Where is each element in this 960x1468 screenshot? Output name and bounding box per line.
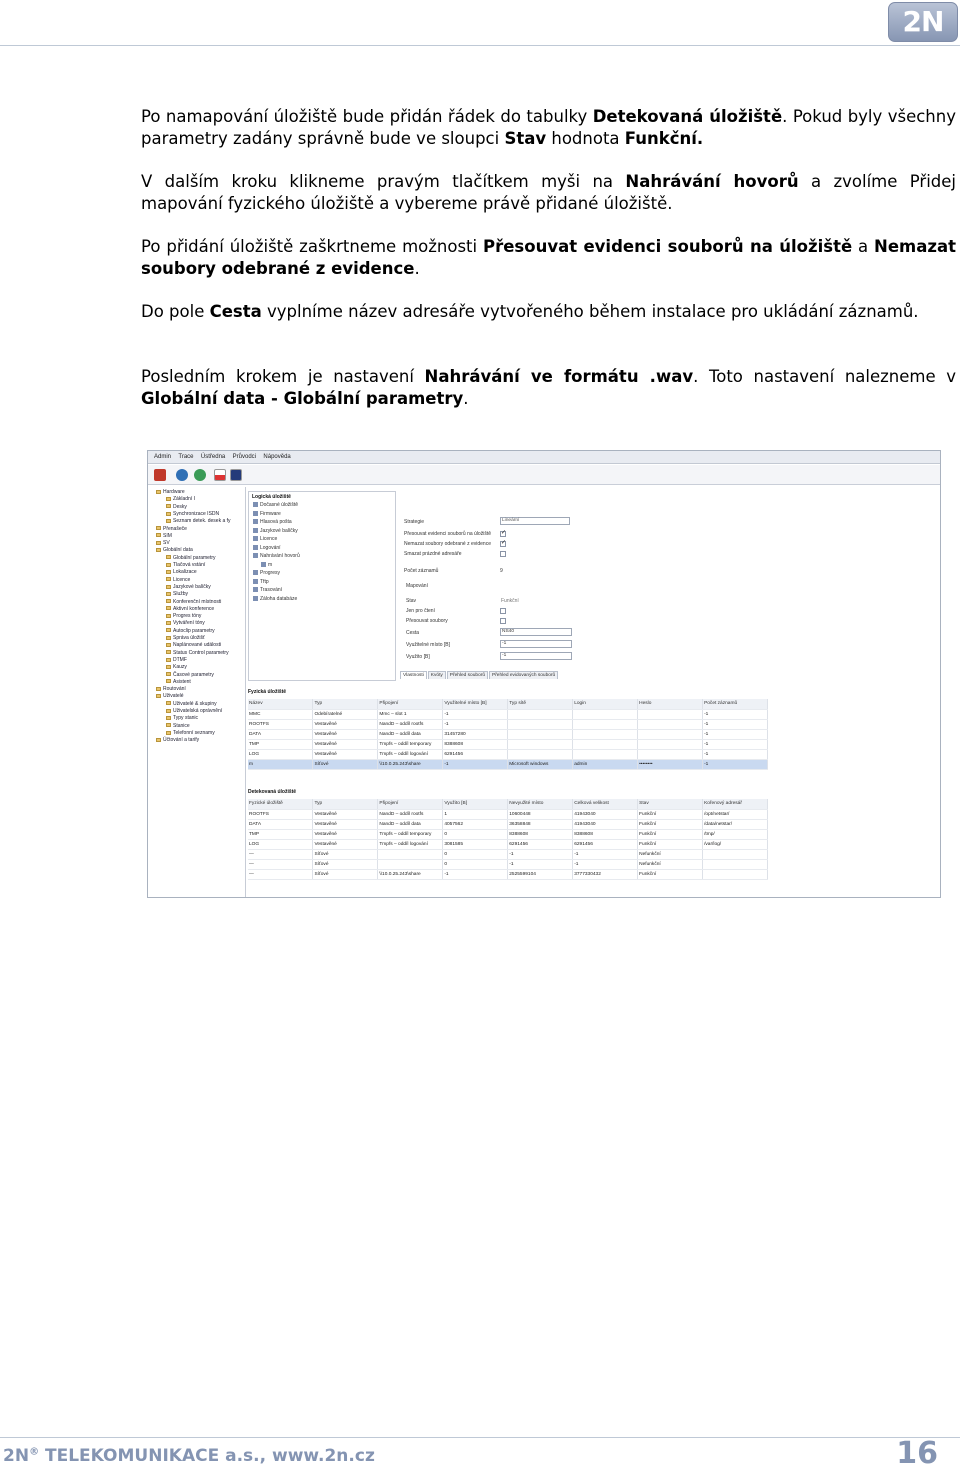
storage-item[interactable]: Dočasné úložiště: [253, 502, 298, 508]
table-cell: Funkční: [638, 819, 703, 829]
table-cell: 6291456: [508, 839, 573, 849]
table-cell: Nefunkční: [638, 849, 703, 859]
tree-item[interactable]: Stanice: [166, 723, 190, 729]
menu-trace[interactable]: Trace: [178, 454, 194, 460]
table-cell: Tmpfs – oddíl logování: [378, 839, 443, 849]
vyuzite-misto-input[interactable]: -1: [500, 640, 572, 648]
table-cell: -1: [573, 849, 638, 859]
storage-item[interactable]: Tftp: [253, 579, 269, 585]
table-cell: -1: [443, 719, 508, 729]
tab-prehled-evidovanych[interactable]: Přehled evidovaných souborů: [489, 671, 558, 679]
storage-icon: [253, 528, 258, 533]
footer-divider: [0, 1437, 960, 1438]
tree-item[interactable]: Lokalizace: [166, 569, 197, 575]
tree-item[interactable]: Asistent: [166, 679, 191, 685]
table-cell: ROOTFS: [248, 809, 313, 819]
storage-icon: [261, 562, 266, 567]
table-cell: Vestavěné: [313, 729, 378, 739]
stav-value: Funkční: [501, 598, 519, 604]
tree-item[interactable]: Synchronizace ISDN: [166, 511, 219, 517]
folder-icon: [166, 643, 171, 647]
tree-item[interactable]: Routování: [156, 686, 186, 692]
smazat-label: Smazat prázdné adresáře: [404, 551, 462, 557]
table-header-row: [248, 699, 768, 709]
table-cell: 8388608: [573, 829, 638, 839]
table-cell: Síťové: [313, 859, 378, 869]
table-cell: NandD – oddíl data: [378, 819, 443, 829]
vyuzito-label: Využito [B]: [406, 654, 430, 660]
table-cell: —: [248, 859, 313, 869]
table-cell: /data/netstar/: [703, 819, 768, 829]
folder-icon: [166, 665, 171, 669]
folder-icon: [166, 577, 171, 581]
table-cell: DATA: [248, 819, 313, 829]
folder-icon: [156, 541, 161, 545]
tree-divider: [245, 487, 246, 897]
column-header[interactable]: Připojení: [378, 699, 443, 709]
paragraph-2: V dalším kroku klikneme pravým tlačítkem myši na Nahrávání hovorů a zvolíme Přidej mapování fyzického úložiště a vybereme právě přidané úložiště.: [141, 172, 956, 213]
tree-item[interactable]: Desky: [166, 504, 187, 510]
column-header[interactable]: Kořenový adresář: [703, 799, 768, 809]
tree-item[interactable]: Základní I: [166, 496, 195, 502]
table-cell: 1: [443, 809, 508, 819]
tree-item[interactable]: Uživatelé: [156, 693, 184, 699]
table-cell: [508, 729, 573, 739]
table-cell: [508, 709, 573, 719]
column-header[interactable]: Připojení: [378, 799, 443, 809]
table-cell: LOG: [248, 749, 313, 759]
folder-icon: [166, 606, 171, 610]
table-cell: Odebíratelné: [313, 709, 378, 719]
table-cell: 8388608: [443, 739, 508, 749]
column-header[interactable]: Typ: [313, 699, 378, 709]
table-cell: —: [248, 869, 313, 879]
tree-item[interactable]: Licence: [166, 577, 190, 583]
table-cell: /var/log/: [703, 839, 768, 849]
logical-storage-title: Logická úložiště: [252, 494, 291, 500]
table-cell: [378, 859, 443, 869]
table-cell: Síťové: [313, 849, 378, 859]
folder-icon: [156, 533, 161, 537]
table-cell: Funkční: [638, 829, 703, 839]
physical-storage-table: [248, 699, 768, 770]
tree-item[interactable]: Přenašeče: [156, 526, 187, 532]
table-cell: Tmpfs – oddíl temporary: [378, 739, 443, 749]
menu-napoveda[interactable]: Nápověda: [263, 454, 291, 460]
table-cell: [378, 849, 443, 859]
folder-icon: [166, 731, 171, 735]
company-logo: 2N: [888, 2, 958, 42]
column-header[interactable]: Název: [248, 699, 313, 709]
paragraph-4: Do pole Cesta vyplníme název adresáře vytvořeného během instalace pro ukládání záznamů.: [141, 302, 919, 321]
table-header-row: [248, 799, 768, 809]
folder-icon: [166, 497, 171, 501]
paragraph-5: Posledním krokem je nastavení Nahrávání ve formátu .wav. Toto nastavení nalezneme v Globální data - Globální parametry.: [141, 367, 956, 408]
detected-storage-table: [248, 799, 768, 880]
tree-item[interactable]: Vytváření tóny: [166, 620, 205, 626]
table-cell: /tmp/: [703, 829, 768, 839]
tree-item[interactable]: Status Control parametry: [166, 650, 229, 656]
folder-icon: [156, 548, 161, 552]
storage-icon: [253, 587, 258, 592]
table-cell: 3777330432: [573, 869, 638, 879]
detected-storage-title: Detekovaná úložiště: [248, 789, 297, 795]
table-row[interactable]: [248, 719, 768, 729]
table-cell: 6291456: [443, 749, 508, 759]
navigation-tree: [152, 489, 244, 889]
table-cell: Vestavěné: [313, 819, 378, 829]
storage-icon: [253, 579, 258, 584]
table-cell: 41943040: [573, 819, 638, 829]
table-row[interactable]: [248, 749, 768, 759]
table-row[interactable]: [248, 849, 768, 859]
table-cell: admin: [573, 759, 638, 769]
tree-item[interactable]: DTMF: [166, 657, 187, 663]
table-cell: m: [248, 759, 313, 769]
table-cell: Microsoft windows: [508, 759, 573, 769]
folder-icon: [156, 687, 161, 691]
app-screenshot: [147, 450, 941, 898]
presouvat-soubory-checkbox[interactable]: [500, 618, 506, 624]
table-cell: -1: [443, 759, 508, 769]
storage-icon: [253, 511, 258, 516]
folder-icon: [166, 679, 171, 683]
table-cell: -1: [703, 749, 768, 759]
table-cell: DATA: [248, 729, 313, 739]
storage-icon: [253, 502, 258, 507]
table-cell: Vestavěné: [313, 839, 378, 849]
vyuzito-input[interactable]: -1: [500, 652, 572, 660]
storage-item[interactable]: Firmware: [253, 511, 281, 517]
tree-item[interactable]: Seznam detek. desek a fy: [166, 518, 231, 524]
table-cell: -1: [703, 759, 768, 769]
table-row[interactable]: [248, 829, 768, 839]
table-cell: [573, 739, 638, 749]
nemazat-checkbox[interactable]: [500, 541, 506, 547]
vyuzite-misto-label: Využitelné místo [B]: [406, 642, 450, 648]
table-cell: Funkční: [638, 809, 703, 819]
pocet-label: Počet záznamů: [404, 568, 439, 574]
tree-item[interactable]: Naplánované události: [166, 642, 221, 648]
tree-item[interactable]: Typy stanic: [166, 715, 198, 721]
page-number: 16: [896, 1436, 938, 1468]
storage-item[interactable]: Nahrávání hovorů: [253, 553, 300, 559]
menu-admin[interactable]: Admin: [154, 454, 172, 460]
table-cell: 2525599104: [508, 869, 573, 879]
table-cell: Vestavěné: [313, 749, 378, 759]
table-row[interactable]: [248, 709, 768, 719]
column-header[interactable]: Počet záznamů: [703, 699, 768, 709]
folder-icon: [166, 628, 171, 632]
table-cell: [508, 739, 573, 749]
table-cell: [508, 719, 573, 729]
tree-item[interactable]: Telefonní seznamy: [166, 730, 215, 736]
properties-tabs: [400, 671, 559, 679]
table-row[interactable]: [248, 759, 768, 769]
folder-icon: [166, 614, 171, 618]
table-cell: Funkční: [638, 869, 703, 879]
table-cell: 6291456: [573, 839, 638, 849]
folder-icon: [166, 504, 171, 508]
table-cell: -1: [703, 739, 768, 749]
tab-kvoty[interactable]: Kvóty: [428, 671, 446, 679]
table-cell: Vestavěné: [313, 829, 378, 839]
tree-item[interactable]: Progres tóny: [166, 613, 201, 619]
table-cell: Síťové: [313, 869, 378, 879]
table-cell: 3081585: [443, 839, 508, 849]
table-cell: —: [248, 849, 313, 859]
table-cell: Nefunkční: [638, 859, 703, 869]
tab-prehled-souboru[interactable]: Přehled souborů: [447, 671, 488, 679]
folder-icon: [166, 512, 171, 516]
folder-icon: [166, 650, 171, 654]
table-cell: NandD – oddíl rootfs: [378, 719, 443, 729]
table-cell: \\10.0.25.243\share: [378, 759, 443, 769]
table-cell: -1: [703, 719, 768, 729]
table-cell: Tmpfs – oddíl temporary: [378, 829, 443, 839]
storage-item[interactable]: Jazykové balíčky: [253, 528, 298, 534]
table-cell: [573, 719, 638, 729]
paragraph-1: Po namapování úložiště bude přidán řádek do tabulky Detekovaná úložiště. Pokud byly všechny parametry zadány správně bude ve sloupci Stav hodnota Funkční.: [141, 107, 956, 148]
tree-item[interactable]: Časové parametry: [166, 672, 214, 678]
database-icon[interactable]: [176, 469, 188, 481]
table-row[interactable]: [248, 839, 768, 849]
folder-icon: [166, 592, 171, 596]
menu-pruvodci[interactable]: Průvodci: [232, 454, 257, 460]
tree-item[interactable]: SV: [156, 540, 170, 546]
storage-icon: [253, 519, 258, 524]
folder-icon: [166, 709, 171, 713]
tree-item[interactable]: Uživatelé & skupiny: [166, 701, 217, 707]
tree-item[interactable]: Autoclip parametry: [166, 628, 215, 634]
connect-icon[interactable]: [154, 469, 166, 481]
menu-ustredna[interactable]: Ústředna: [200, 454, 226, 460]
folder-icon: [166, 563, 171, 567]
storage-icon: [253, 553, 258, 558]
physical-storage-title: Fyzická úložiště: [248, 689, 287, 695]
tab-vlastnosti[interactable]: Vlastnosti: [400, 671, 427, 679]
table-cell: [638, 729, 703, 739]
table-cell: -1: [703, 729, 768, 739]
storage-item[interactable]: Progresy: [253, 570, 280, 576]
tree-item[interactable]: SIM: [156, 533, 172, 539]
table-cell: MMC: [248, 709, 313, 719]
column-header[interactable]: Celková velikost: [573, 799, 638, 809]
column-header[interactable]: Typ sítě: [508, 699, 573, 709]
cesta-label: Cesta: [406, 630, 420, 636]
table-cell: [703, 849, 768, 859]
table-cell: 0: [443, 859, 508, 869]
table-cell: TMP: [248, 829, 313, 839]
table-cell: -1: [703, 709, 768, 719]
table-cell: [573, 749, 638, 759]
table-cell: Vestavěné: [313, 809, 378, 819]
presouvat-soubory-label: Přesouvat soubory: [406, 618, 448, 624]
table-row[interactable]: [248, 859, 768, 869]
storage-item[interactable]: Logování: [253, 545, 281, 551]
tree-item[interactable]: Služby: [166, 591, 188, 597]
folder-icon: [156, 738, 161, 742]
table-cell: [573, 709, 638, 719]
jen-cteni-label: Jen pro čtení: [406, 608, 435, 614]
table-cell: Síťové: [313, 759, 378, 769]
column-header[interactable]: Heslo: [638, 699, 703, 709]
table-cell: [638, 719, 703, 729]
table-row[interactable]: [248, 869, 768, 879]
table-cell: 41943040: [573, 809, 638, 819]
folder-icon: [166, 570, 171, 574]
storage-icon: [253, 545, 258, 550]
storage-icon: [253, 570, 258, 575]
table-cell: Funkční: [638, 839, 703, 849]
header-divider: [0, 45, 960, 46]
stav-label: Stav: [406, 598, 417, 604]
column-header[interactable]: Typ: [313, 799, 378, 809]
column-header[interactable]: Využito [B]: [443, 799, 508, 809]
folder-icon: [166, 716, 171, 720]
flag-en-icon[interactable]: [230, 469, 242, 481]
tree-item[interactable]: Globální data: [156, 547, 193, 553]
table-row[interactable]: [248, 819, 768, 829]
table-cell: TMP: [248, 739, 313, 749]
table-cell: \\10.0.25.243\share: [378, 869, 443, 879]
table-cell: [638, 709, 703, 719]
table-cell: 10600448: [508, 809, 573, 819]
footer-company: 2N® TELEKOMUNIKACE a.s., www.2n.cz: [3, 1446, 375, 1466]
table-cell: Tmpfs – oddíl logování: [378, 749, 443, 759]
table-cell: 0: [443, 829, 508, 839]
folder-icon: [166, 723, 171, 727]
column-header[interactable]: Nevyužité místo: [508, 799, 573, 809]
presouvat-label: Přesouvat evidenci souborů na úložiště: [404, 531, 491, 537]
storage-item[interactable]: Hlasová pošta: [253, 519, 292, 525]
folder-icon: [166, 519, 171, 523]
table-cell: /opt/netstar/: [703, 809, 768, 819]
table-cell: [703, 859, 768, 869]
smazat-checkbox[interactable]: [500, 551, 506, 557]
folder-icon: [166, 636, 171, 640]
mapovani-label: Mapování: [406, 583, 428, 589]
tree-item[interactable]: Tlačová vstání: [166, 562, 205, 568]
table-cell: Vestavěné: [313, 739, 378, 749]
nemazat-label: Nemazat soubory odebrané z evidence: [404, 541, 491, 547]
table-cell: 0: [443, 849, 508, 859]
tree-item[interactable]: Jazykové balíčky: [166, 584, 211, 590]
strategie-select[interactable]: Lineární: [500, 517, 570, 525]
table-cell: 8388608: [508, 829, 573, 839]
tree-item[interactable]: Konferenční místnosti: [166, 599, 221, 605]
folder-icon: [166, 621, 171, 625]
menu-bar: [148, 451, 941, 464]
table-cell: 4057562: [443, 819, 508, 829]
column-header[interactable]: Login: [573, 699, 638, 709]
refresh-icon[interactable]: [194, 469, 206, 481]
table-cell: Mmc – slot 1: [378, 709, 443, 719]
folder-icon: [156, 490, 161, 494]
table-cell: NandD – oddíl data: [378, 729, 443, 739]
strategie-label: Strategie: [404, 519, 425, 525]
table-cell: -1: [508, 859, 573, 869]
folder-icon: [166, 701, 171, 705]
logical-storage-panel: [248, 491, 396, 681]
pocet-value: 9: [500, 568, 503, 574]
folder-icon: [166, 672, 171, 676]
table-cell: -1: [443, 709, 508, 719]
folder-icon: [166, 599, 171, 603]
tree-item[interactable]: Správa úložišť: [166, 635, 205, 641]
tree-item[interactable]: Globální parametry: [166, 555, 216, 561]
storage-icon: [253, 596, 258, 601]
table-cell: [638, 749, 703, 759]
flag-cz-icon[interactable]: [214, 469, 226, 481]
table-cell: ROOTFS: [248, 719, 313, 729]
table-cell: NandD – oddíl rootfs: [378, 809, 443, 819]
folder-icon: [166, 658, 171, 662]
column-header[interactable]: Stav: [638, 799, 703, 809]
folder-icon: [156, 526, 161, 530]
table-cell: -1: [508, 849, 573, 859]
presouvat-checkbox[interactable]: [500, 531, 506, 537]
folder-icon: [166, 585, 171, 589]
properties-panel: [400, 513, 940, 673]
table-cell: ••••••••: [638, 759, 703, 769]
table-cell: [638, 739, 703, 749]
tree-item[interactable]: Kauzy: [166, 664, 187, 670]
folder-icon: [156, 694, 161, 698]
table-cell: 36358848: [508, 819, 573, 829]
storage-item[interactable]: Trasování: [253, 587, 282, 593]
table-cell: LOG: [248, 839, 313, 849]
table-cell: -1: [443, 869, 508, 879]
cesta-input[interactable]: NS40: [500, 628, 572, 636]
tree-item[interactable]: Hardware: [156, 489, 185, 495]
table-cell: -1: [573, 859, 638, 869]
tree-item[interactable]: Účtování a tarify: [156, 737, 199, 743]
storage-item[interactable]: Záloha databáze: [253, 596, 297, 602]
table-cell: [508, 749, 573, 759]
tree-item[interactable]: Uživatelská oprávnění: [166, 708, 222, 714]
table-row[interactable]: [248, 729, 768, 739]
toolbar: [148, 465, 941, 485]
storage-item[interactable]: m: [261, 562, 272, 568]
storage-icon: [253, 536, 258, 541]
paragraph-3: Po přidání úložiště zaškrtneme možnosti Přesouvat evidenci souborů na úložiště a Nemazat soubory odebrané z evidence.: [141, 237, 956, 278]
column-header[interactable]: Využitelné místo [B]: [443, 699, 508, 709]
jen-cteni-checkbox[interactable]: [500, 608, 506, 614]
table-cell: Vestavěné: [313, 719, 378, 729]
storage-item[interactable]: Licence: [253, 536, 277, 542]
column-header[interactable]: Fyzické úložiště: [248, 799, 313, 809]
table-cell: 31457280: [443, 729, 508, 739]
table-row[interactable]: [248, 809, 768, 819]
tree-item[interactable]: Aktivní konference: [166, 606, 214, 612]
table-cell: [703, 869, 768, 879]
table-cell: [573, 729, 638, 739]
table-row[interactable]: [248, 739, 768, 749]
folder-icon: [166, 555, 171, 559]
